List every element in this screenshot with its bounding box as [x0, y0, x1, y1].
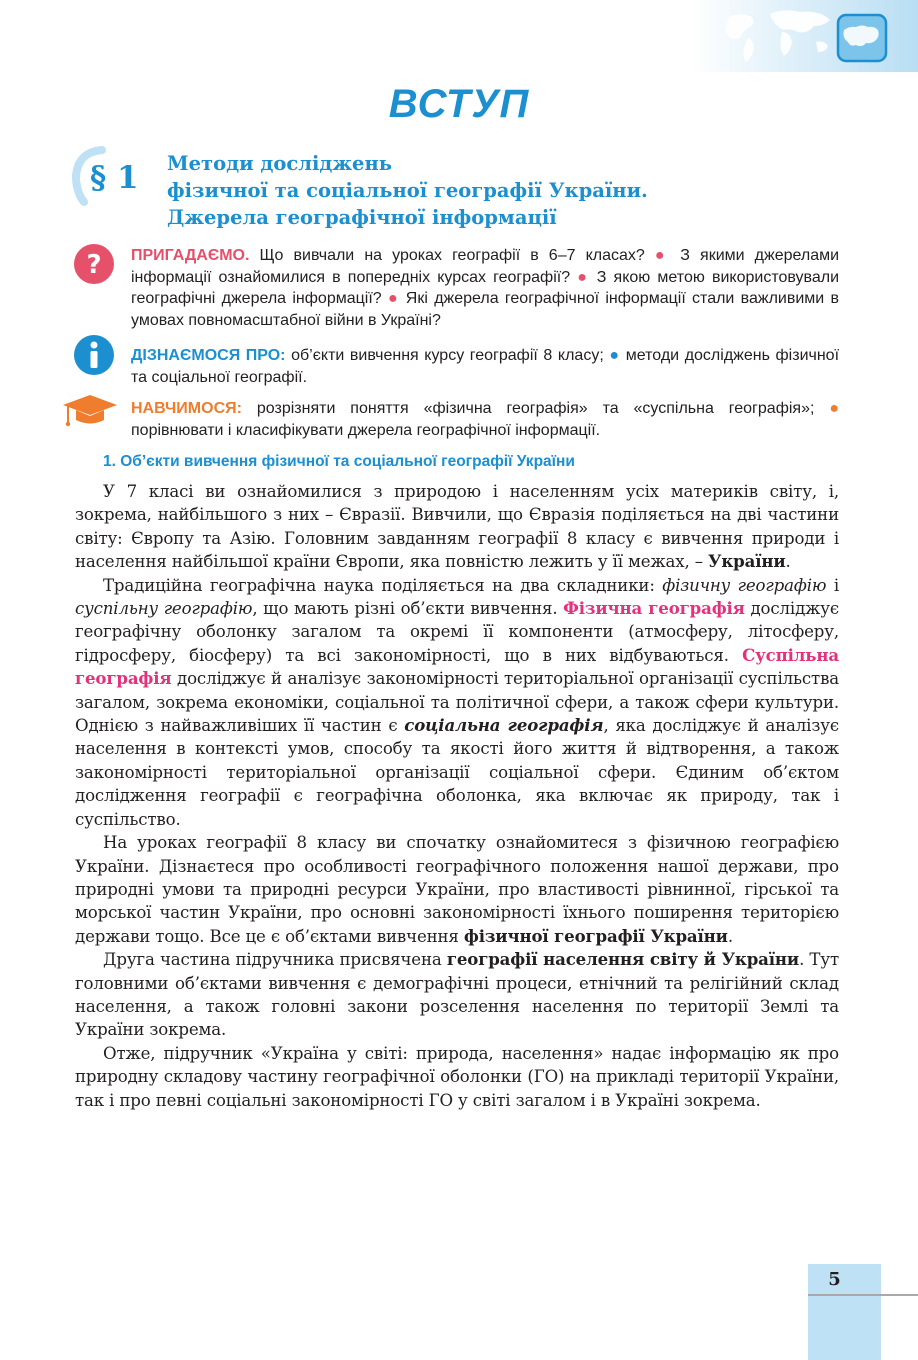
info-icon — [73, 334, 115, 376]
will-learn-block — [131, 398, 839, 441]
text-run: Друга частина підручника присвячена — [103, 950, 442, 970]
will-learn-item: розрізняти поняття «фізична географія» та «суспільна географія»; — [256, 400, 815, 417]
page-number: 5 — [828, 1269, 841, 1290]
learn-about-block — [131, 345, 839, 388]
will-learn-label: НАВЧИМОСЯ: — [131, 400, 242, 417]
section-number: § 1 — [90, 160, 139, 196]
bullet-dot: ● — [654, 247, 671, 264]
text-run: досліджує географічну оболонку загалом та окремі її компоненти (атмосферу, літосферу, гідросферу, біосферу) та всі закономірності, що в них відбуваються. — [75, 599, 840, 665]
text-run: . — [727, 926, 733, 946]
question-icon — [73, 243, 115, 285]
recall-question: Які джерела географічної інформації стали важливими в умовах повномасштабної війни в Україні? — [131, 290, 840, 329]
heading-line: фізичної та соціальної географії України. — [167, 179, 648, 202]
section-number-badge — [72, 146, 142, 208]
text-run: . Тут головними об’єктами вивчення є демографічні процеси, етнічний та релігійний склад населення, а також головні закони розселення населення по території Землі та України зокрема. — [75, 950, 839, 1040]
bold-term: географії населення світу й України — [446, 949, 800, 970]
italic-term: суспільну географію — [75, 599, 253, 619]
text-run: , яка досліджує й аналізує населення в контексті умов, способу та якості його життя й відтворення, а також закономірності територіальної організації соціальної сфери. Єдиним об’єктом дослідження географії є географічна оболонка, яка включає як природу, так і суспільство. — [75, 716, 839, 829]
paragraph — [75, 948, 839, 1042]
bullet-dot: ● — [577, 268, 590, 286]
bullet-dot: ● — [609, 347, 621, 364]
footer-rule — [808, 1294, 918, 1296]
body-text — [75, 480, 839, 1112]
subsection-heading: 1. Об’єкти вивчення фізичної та соціальної географії України — [103, 453, 575, 470]
highlighted-term: Суспільна географія — [75, 644, 840, 689]
learn-about-item: методи досліджень фізичної та соціальної географії. — [131, 347, 840, 386]
recall-question: З якою метою використовували географічні джерела інформації? — [131, 268, 840, 307]
header-corner — [692, 0, 918, 72]
will-learn-item: порівнювати і класифікувати джерела географічної інформації. — [131, 421, 601, 439]
bold-term: України — [708, 551, 786, 572]
text-run: і — [833, 575, 839, 595]
text-run: На уроках географії 8 класу ви спочатку ознайомитеся з фізичною географією України. Дізнаєтеся про особливості географічного положення нашої держави, про природні умови та природні ресурси України, про властивості рівнинної, гірської та морської частин України, про основні закономірності їхнього поширення територією держави тощо. Все це є об’єктами вивчення — [75, 833, 839, 946]
text-run: , що мають різні об’єкти вивчення. — [252, 599, 558, 619]
text-run: Традиційна географічна наука поділяється на два складники: — [103, 575, 655, 595]
graduation-cap-icon — [62, 393, 118, 431]
heading-line: Джерела географічної інформації — [167, 206, 557, 229]
paragraph — [75, 574, 839, 831]
text-run: У 7 класі ви ознайомилися з природою і населенням усіх материків світу, і, зокрема, найбільшого з них – Євразії. Вивчили, що Євразія поділяється на дві частини світу: Європу та Азію. Головним завданням географії 8 класу є вивчення природи і населення найбільшої країни Європи, яка повністю лежить у її межах, – — [75, 482, 839, 572]
bullet-dot: ● — [829, 400, 840, 417]
recall-question: З якими джерелами інформації ознайомилися в попередніх курсах географії? — [131, 247, 840, 286]
bold-term: фізичної географії України — [463, 925, 728, 946]
recall-label: ПРИГАДАЄМО. — [131, 247, 250, 264]
learn-about-label: ДІЗНАЄМОСЯ ПРО: — [131, 347, 286, 364]
paragraph — [75, 831, 839, 948]
section-heading — [167, 150, 648, 231]
svg-text:?: ? — [86, 250, 102, 280]
paragraph: Отже, підручник «Україна у світі: природа, населення» надає інформацію як про природну складову частину географічної оболонки (ГО) на прикладі території України, так і про певні соціальні закономірності ГО у світі загалом і в Україні зокрема. — [75, 1043, 839, 1110]
paragraph — [75, 480, 839, 574]
text-run: . — [785, 552, 791, 572]
text-run: досліджує й аналізує закономірності територіальної організації суспільства загалом, зокрема економіки, соціальної та політичної сфери, а також сфери культури. Однією з найважливіших її частин є — [75, 669, 840, 736]
highlighted-term: Фізична географія — [563, 598, 745, 619]
recall-question: Що вивчали на уроках географії в 6–7 класах? — [259, 247, 645, 264]
heading-line: Методи досліджень — [167, 152, 392, 175]
italic-term: фізичну географію — [662, 575, 827, 595]
recall-block — [131, 245, 839, 331]
chapter-title: ВСТУП — [388, 82, 530, 126]
bullet-dot: ● — [387, 290, 400, 307]
bold-italic-term: соціальна географія — [404, 715, 604, 736]
ukraine-map-icon — [838, 15, 886, 61]
learn-about-item: об’єкти вивчення курсу географії 8 класу; — [291, 347, 604, 364]
